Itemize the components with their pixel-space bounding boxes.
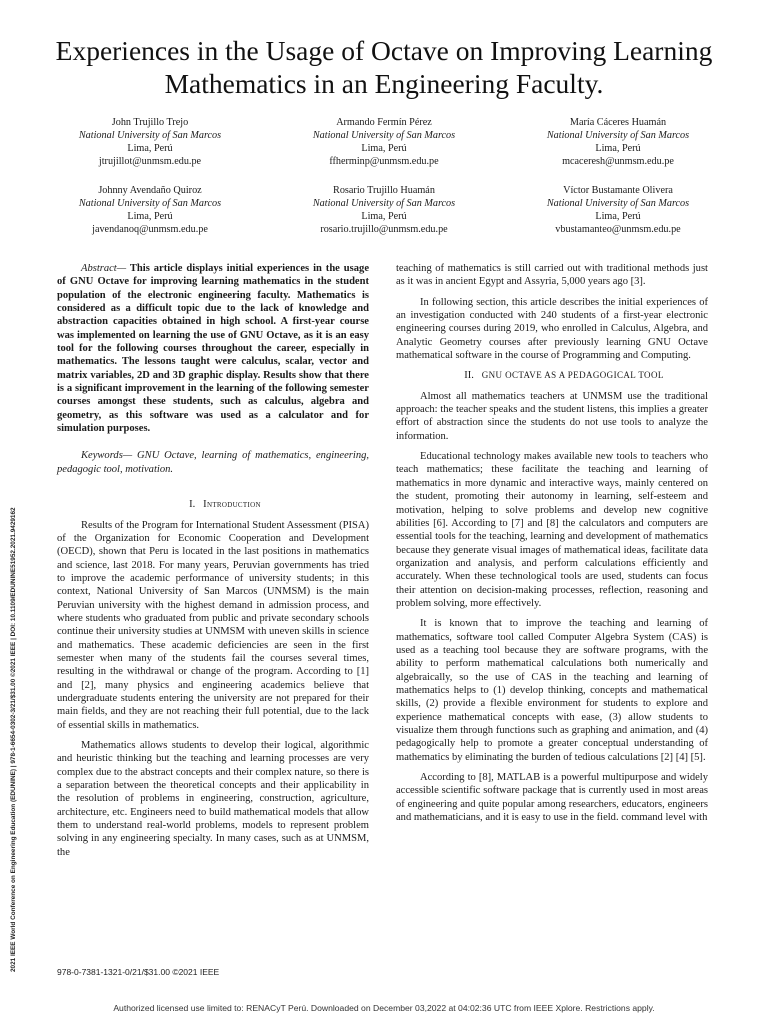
author-location: Lima, Perú	[595, 143, 641, 154]
author-email[interactable]: jtrujillot@unmsm.edu.pe	[98, 156, 202, 167]
author-email[interactable]: mcaceresh@unmsm.edu.pe	[562, 156, 674, 167]
author-block	[35, 184, 265, 236]
left-column	[57, 262, 369, 866]
abstract-text: This article displays initial experiences in the usage of GNU Octave for improving learning mathematics in the student population of the electronic engineering faculty. Mathematics is considered as a difficult topic due to the lack of knowledge and abstraction capacities obtained in high school. A first-year course was implemented on learning the use of GNU Octave, as it is an easy tool for the following courses throughout the career, especially in mathematics. The lessons taught were calculus, scalar, vector and matrix variables, 2D and 3D graphic display. Results show that there is a significant improvement in the learning of the following semester courses amongst these students, such as calculus, algebra and geometry, as this software was used as a calculator and for simulation purposes.	[57, 263, 370, 435]
author-affiliation: National University of San Marcos	[78, 198, 222, 209]
author-affiliation: National University of San Marcos	[546, 130, 690, 141]
author-name: Armando Fermín Pérez	[336, 117, 432, 128]
section-number: I.	[189, 499, 196, 511]
author-location: Lima, Perú	[127, 211, 173, 222]
author-name: John Trujillo Trejo	[111, 117, 189, 128]
paragraph: It is known that to improve the teaching and learning of mathematics, software tool called Computer Algebra System (CAS) is used as a teaching tool because they are software programs, with the ability to perform mathematical calculations both numerically and algebraically, so the use of CAS in the teaching and learning of mathematics helps to (1) develop thinking, concepts and mathematical skills, (2) provide a flexible environment for students to explore and experience mathematical concepts with ease, (3) allow students to visualize them through functions such as graphing and animation, and (4) pedagogically help to promote a greater conceptual understanding of mathematics by eliminating the burden of tedious calculations [2] [4] [5].	[396, 618, 708, 763]
author-block	[503, 116, 733, 168]
paragraph: Results of the Program for International Student Assessment (PISA) of the Organization for Economic Cooperation and Development (OECD), shown that Peru is located in the last positions in mathematics and science, last 2018. For many years, Peruvian governments has tried to improve the academic performance of university students; in this context, National University of San Marcos (UNMSM) is the main Peruvian university with the highest demand in admission process, and where students who graduated from public and private secondary schools continue their university studies at UNMSM with uneven skills in science and mathematics. These academic deficiencies are seen in the first semester when many of the students fail the courses several times, resulting in the withdrawal or change of the program. According to [1] and [2], many physics and engineering academics believe that undergraduate students entering the university are not prepared for their main fields, and they are not reaching their full potential, due to the lack of essential skills in mathematics.	[57, 519, 369, 731]
author-name: Johnny Avendaño Quiroz	[98, 185, 202, 196]
author-location: Lima, Perú	[595, 211, 641, 222]
author-block	[35, 116, 265, 168]
author-block	[269, 184, 499, 236]
author-location: Lima, Perú	[361, 211, 407, 222]
section-heading-introduction	[57, 498, 369, 511]
paragraph: Educational technology makes available new tools to teachers who teach mathematics; these facilitate the teaching and learning of mathematics in more dynamic and interactive ways, mainly centered on the student, promoting their autonomy in learning, self-esteem and motivation, helping to solve problems and develop new cognitive abilities [6]. According to [7] and [8] the calculators and computers are essential tools for the teaching, learning and development of mathematics because they generate visual images of mathematical ideas, facilitate data organization and analysis, and perform calculations efficiently and accurately. When these technological tools are used, students can focus their attention on decision-making processes, reflection, reasoning and problem solving, more effectively.	[396, 451, 708, 609]
isbn-line: 978-0-7381-1321-0/21/$31.00 ©2021 IEEE	[57, 967, 220, 977]
conference-sidebar: 2021 IEEE World Conference on Engineering Education (EDUNINE) | 978-1-6654-0302-3/21/$31.00 ©2021 IEEE | DOI: 10.1109/EDUNINE51952.2021.9429162	[10, 507, 17, 972]
paragraph: Almost all mathematics teachers at UNMSM use the traditional approach: the teacher speaks and the student listens, this implies a greater effort of abstraction since the students do not use tools to analyze the information.	[396, 390, 708, 442]
keywords-label: Keywords—	[81, 450, 133, 462]
author-block	[269, 116, 499, 168]
right-column	[396, 262, 708, 831]
author-email[interactable]: vbustamanteo@unmsm.edu.pe	[555, 224, 681, 235]
author-location: Lima, Perú	[361, 143, 407, 154]
section-title: Introduction	[203, 499, 261, 511]
author-location: Lima, Perú	[127, 143, 173, 154]
author-name: María Cáceres Huamán	[569, 117, 667, 128]
paragraph: In following section, this article describes the initial experiences of an investigation conducted with 240 students of a first-year electronic engineering courses during 2019, who enrolled in Calculus, Algebra, and Analytic Geometry courses after previously learning GNU Octave mathematical software in the course of Programming and Computing.	[396, 296, 708, 362]
author-block	[503, 184, 733, 236]
author-email[interactable]: rosario.trujillo@unmsm.edu.pe	[320, 224, 448, 235]
license-footer: Authorized licensed use limited to: RENACyT Perú. Downloaded on December 03,2022 at 04:02:36 UTC from IEEE Xplore. Restrictions apply.	[113, 1003, 655, 1013]
author-email[interactable]: javendanoq@unmsm.edu.pe	[92, 224, 208, 235]
section-number: II.	[464, 370, 474, 382]
section-title: GNU OCTAVE AS A PEDAGOGICAL TOOL	[481, 370, 664, 381]
abstract	[57, 262, 369, 435]
paragraph: According to [8], MATLAB is a powerful multipurpose and widely accessible scientific software package that is currently used in most areas of engineering and quite popular among researchers, educators, engineers and mathematicians, and it is easy to use in the field. command level with	[396, 772, 708, 824]
paragraph: Mathematics allows students to develop their logical, algorithmic and heuristic thinking but the teaching and learning processes are very complex due to the abstract concepts and their complex nature, so there is a separation between the theoretical concepts and their applicability in the resolution of problems in engineering, construction, agriculture, architecture, etc. Engineers need to build mathematical models that allow them to understand real-world problems, models to represent problem solving in any engineering specialty. In many cases, such as at UNMSM, the	[57, 740, 369, 858]
abstract-label: Abstract—	[81, 263, 127, 274]
author-affiliation: National University of San Marcos	[312, 198, 456, 209]
paper-title: Experiences in the Usage of Octave on Improving Learning Mathematics in an Engineering Faculty.	[55, 35, 713, 99]
keywords	[57, 449, 369, 476]
author-affiliation: National University of San Marcos	[546, 198, 690, 209]
author-name: Rosario Trujillo Huamán	[333, 185, 435, 196]
section-heading-gnu-octave	[396, 369, 708, 382]
paragraph: teaching of mathematics is still carried out with traditional methods just as it was in ancient Egypt and Assyria, 5,000 years ago [3].	[396, 263, 708, 288]
author-affiliation: National University of San Marcos	[78, 130, 222, 141]
author-name: Víctor Bustamante Olivera	[563, 185, 673, 196]
author-email[interactable]: ffherminp@unmsm.edu.pe	[329, 156, 439, 167]
keywords-text: GNU Octave, learning of mathematics, engineering, pedagogic tool, motivation.	[57, 450, 369, 475]
author-affiliation: National University of San Marcos	[312, 130, 456, 141]
